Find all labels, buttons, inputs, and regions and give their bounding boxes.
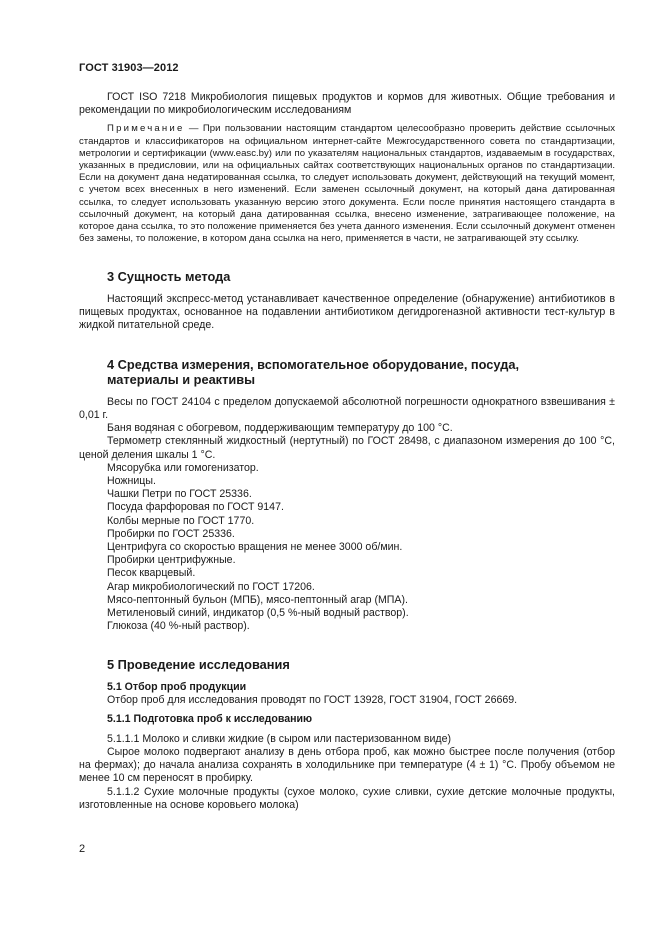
note-text: — При пользовании настоящим стандартом целесообразно проверить действие ссылочных стандартов и классификаторов на официальном интернет-сайте Межгосударственного совета по стандартизации, метрологии и сертификации (www.easc.by) или по указателям национальных стандартов, издаваемым в государствах, указанных в предисловии, или на официальных сайтах соответствующих национальных органов по стандартизации. Если на документ дана недатированная ссылка, то следует использовать документ, действующий на текущий момент, с учетом всех внесенных в него изменений. Если заменен ссылочный документ, на который дана датированная ссылка, то следует использовать указанную версию этого документа. Если после принятия настоящего стандарта в ссылочный документ, на который дана датированная ссылка, внесено изменение, затрагивающее положение, на которое дана ссылка, то это положение применяется без учета данного изменения. Если ссылочный документ отменен без замены, то положение, в котором дана ссылка на него, применяется в части, не затрагивающей эту ссылку. [79, 123, 615, 245]
equipment-item: Метиленовый синий, индикатор (0,5 %-ный водный раствор). [107, 607, 409, 620]
equipment-item: Мясорубка или гомогенизатор. [107, 461, 259, 474]
equipment-item: Глюкоза (40 %-ный раствор). [107, 620, 250, 633]
note-label: Примечание [107, 123, 185, 135]
equipment-item: Центрифуга со скоростью вращения не менее 3000 об/мин. [107, 541, 403, 554]
section-5-heading: 5 Проведение исследования [107, 657, 290, 673]
section-4-heading-line-1: 4 Средства измерения, вспомогательное оборудование, посуда, [107, 356, 520, 372]
document-header: ГОСТ 31903—2012 [79, 62, 179, 74]
subsection-5-1-heading: 5.1 Отбор проб продукции [107, 681, 247, 694]
subsection-5-1-1-heading: 5.1.1 Подготовка проб к исследованию [107, 713, 313, 726]
equipment-thermometer: Термометр стеклянный жидкостный (нертутный) по ГОСТ 28498, с диапазоном измерения до 100 °С, ценой деления шкалы 1 °С. [79, 435, 615, 461]
section-3-heading: 3 Сущность метода [107, 269, 231, 285]
subsection-5-1-1-2-title: 5.1.1.2 Сухие молочные продукты (сухое молоко, сухие сливки, сухие детские молочные продукты, изготовленные на основе коровьего молока) [79, 785, 615, 811]
section-4-heading [79, 357, 615, 388]
equipment-item: Чашки Петри по ГОСТ 25336. [107, 488, 252, 501]
equipment-item: Агар микробиологический по ГОСТ 17206. [107, 580, 315, 593]
subsection-5-1-text: Отбор проб для исследования проводят по ГОСТ 13928, ГОСТ 31904, ГОСТ 26669. [107, 694, 518, 707]
equipment-item: Мясо-пептонный бульон (МПБ), мясо-пептонный агар (МПА). [107, 593, 408, 606]
section-3-text: Настоящий экспресс-метод устанавливает качественное определение (обнаружение) антибиотиков в пищевых продуктах, основанное на подавлении антибиотиком дегидрогеназной активности тест-культур в жидкой питательной среде. [79, 293, 615, 332]
subsection-5-1-1-1-text: Сырое молоко подвергают анализу в день отбора проб, как можно быстрее после получения (отбор на фермах); до начала анализа сохранять в холодильнике при температуре (4 ± 1) °С. Пробу объемом не менее 10 см переносят в пробирку. [79, 745, 615, 785]
equipment-item: Пробирки по ГОСТ 25336. [107, 527, 235, 540]
subsection-5-1-1-1-title: 5.1.1.1 Молоко и сливки жидкие (в сыром или пастеризованном виде) [107, 732, 452, 745]
equipment-bath: Баня водяная с обогревом, поддерживающим температуру до 100 °С. [107, 422, 453, 435]
equipment-item: Пробирки центрифужные. [107, 554, 236, 567]
equipment-item: Песок кварцевый. [107, 567, 196, 580]
page-content [79, 91, 615, 812]
normative-note [79, 123, 615, 245]
equipment-item: Ножницы. [107, 475, 156, 488]
equipment-scales: Весы по ГОСТ 24104 с пределом допускаемой абсолютной погрешности однократного взвешивания ± 0,01 г. [79, 395, 615, 422]
reference-iso-7218: ГОСТ ISO 7218 Микробиология пищевых продуктов и кормов для животных. Общие требования и рекомендации по микробиологическим исследованиям [79, 91, 615, 117]
page-number: 2 [79, 843, 86, 855]
equipment-item: Посуда фарфоровая по ГОСТ 9147. [107, 501, 284, 514]
section-4-heading-line-2: материалы и реактивы [107, 372, 256, 388]
equipment-item: Колбы мерные по ГОСТ 1770. [107, 514, 255, 527]
